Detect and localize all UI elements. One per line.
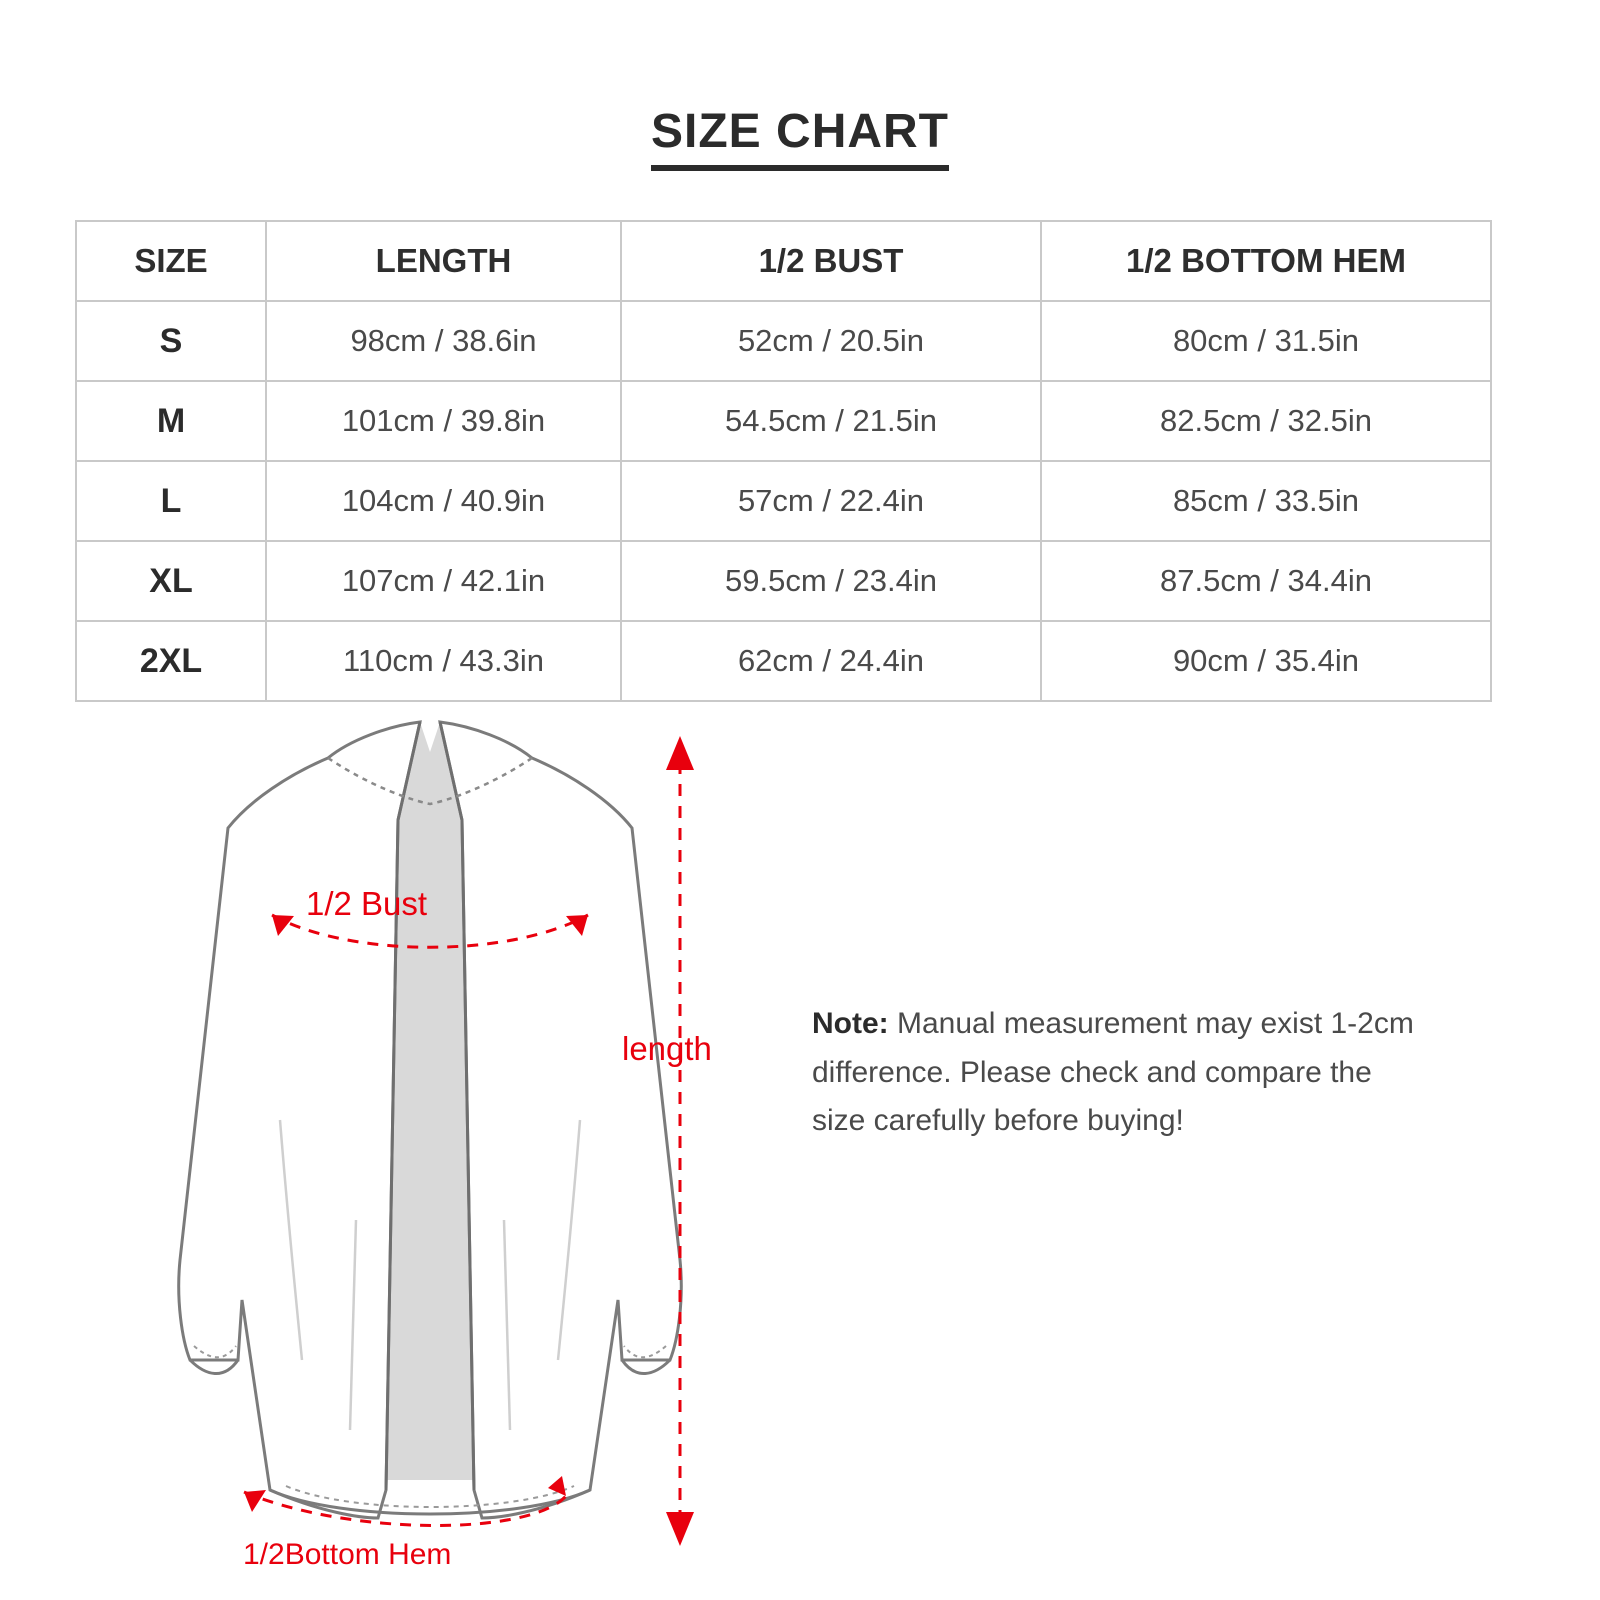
page-title-text: SIZE CHART [651, 104, 949, 171]
cell-size: S [76, 301, 266, 381]
column-header-size: SIZE [76, 221, 266, 301]
note-prefix: Note: [812, 1007, 889, 1040]
size-chart-table-wrap [75, 220, 1490, 702]
page-title [0, 104, 1600, 171]
table-row [76, 541, 1491, 621]
cell-half-bottom-hem: 90cm / 35.4in [1041, 621, 1491, 701]
cell-half-bottom-hem: 82.5cm / 32.5in [1041, 381, 1491, 461]
cell-length: 104cm / 40.9in [266, 461, 621, 541]
size-chart-table [75, 220, 1492, 702]
table-row [76, 621, 1491, 701]
length-measure-arrow-icon [650, 730, 710, 1590]
cell-length: 98cm / 38.6in [266, 301, 621, 381]
cell-length: 107cm / 42.1in [266, 541, 621, 621]
cell-length: 101cm / 39.8in [266, 381, 621, 461]
cardigan-diagram-icon [120, 700, 740, 1560]
cell-half-bust: 57cm / 22.4in [621, 461, 1041, 541]
table-header-row [76, 221, 1491, 301]
table-row [76, 301, 1491, 381]
bust-measure-label: 1/2 Bust [306, 885, 428, 922]
cell-size: XL [76, 541, 266, 621]
table-row [76, 461, 1491, 541]
cell-half-bust: 59.5cm / 23.4in [621, 541, 1041, 621]
cell-size: M [76, 381, 266, 461]
note-block [812, 1000, 1432, 1146]
column-header-half-bottom-hem: 1/2 BOTTOM HEM [1041, 221, 1491, 301]
cell-half-bottom-hem: 85cm / 33.5in [1041, 461, 1491, 541]
bottom-hem-measure-label: 1/2Bottom Hem [243, 1538, 452, 1571]
table-row [76, 381, 1491, 461]
cell-size: 2XL [76, 621, 266, 701]
note-text: Manual measurement may exist 1-2cm difference. Please check and compare the size carefully before buying! [812, 1007, 1414, 1138]
cell-half-bust: 52cm / 20.5in [621, 301, 1041, 381]
cell-half-bottom-hem: 87.5cm / 34.4in [1041, 541, 1491, 621]
cell-half-bust: 62cm / 24.4in [621, 621, 1041, 701]
cell-half-bottom-hem: 80cm / 31.5in [1041, 301, 1491, 381]
column-header-half-bust: 1/2 BUST [621, 221, 1041, 301]
cell-half-bust: 54.5cm / 21.5in [621, 381, 1041, 461]
cell-length: 110cm / 43.3in [266, 621, 621, 701]
length-measure-label: length [622, 1030, 712, 1067]
column-header-length: LENGTH [266, 221, 621, 301]
garment-illustration [120, 700, 740, 1560]
cell-size: L [76, 461, 266, 541]
